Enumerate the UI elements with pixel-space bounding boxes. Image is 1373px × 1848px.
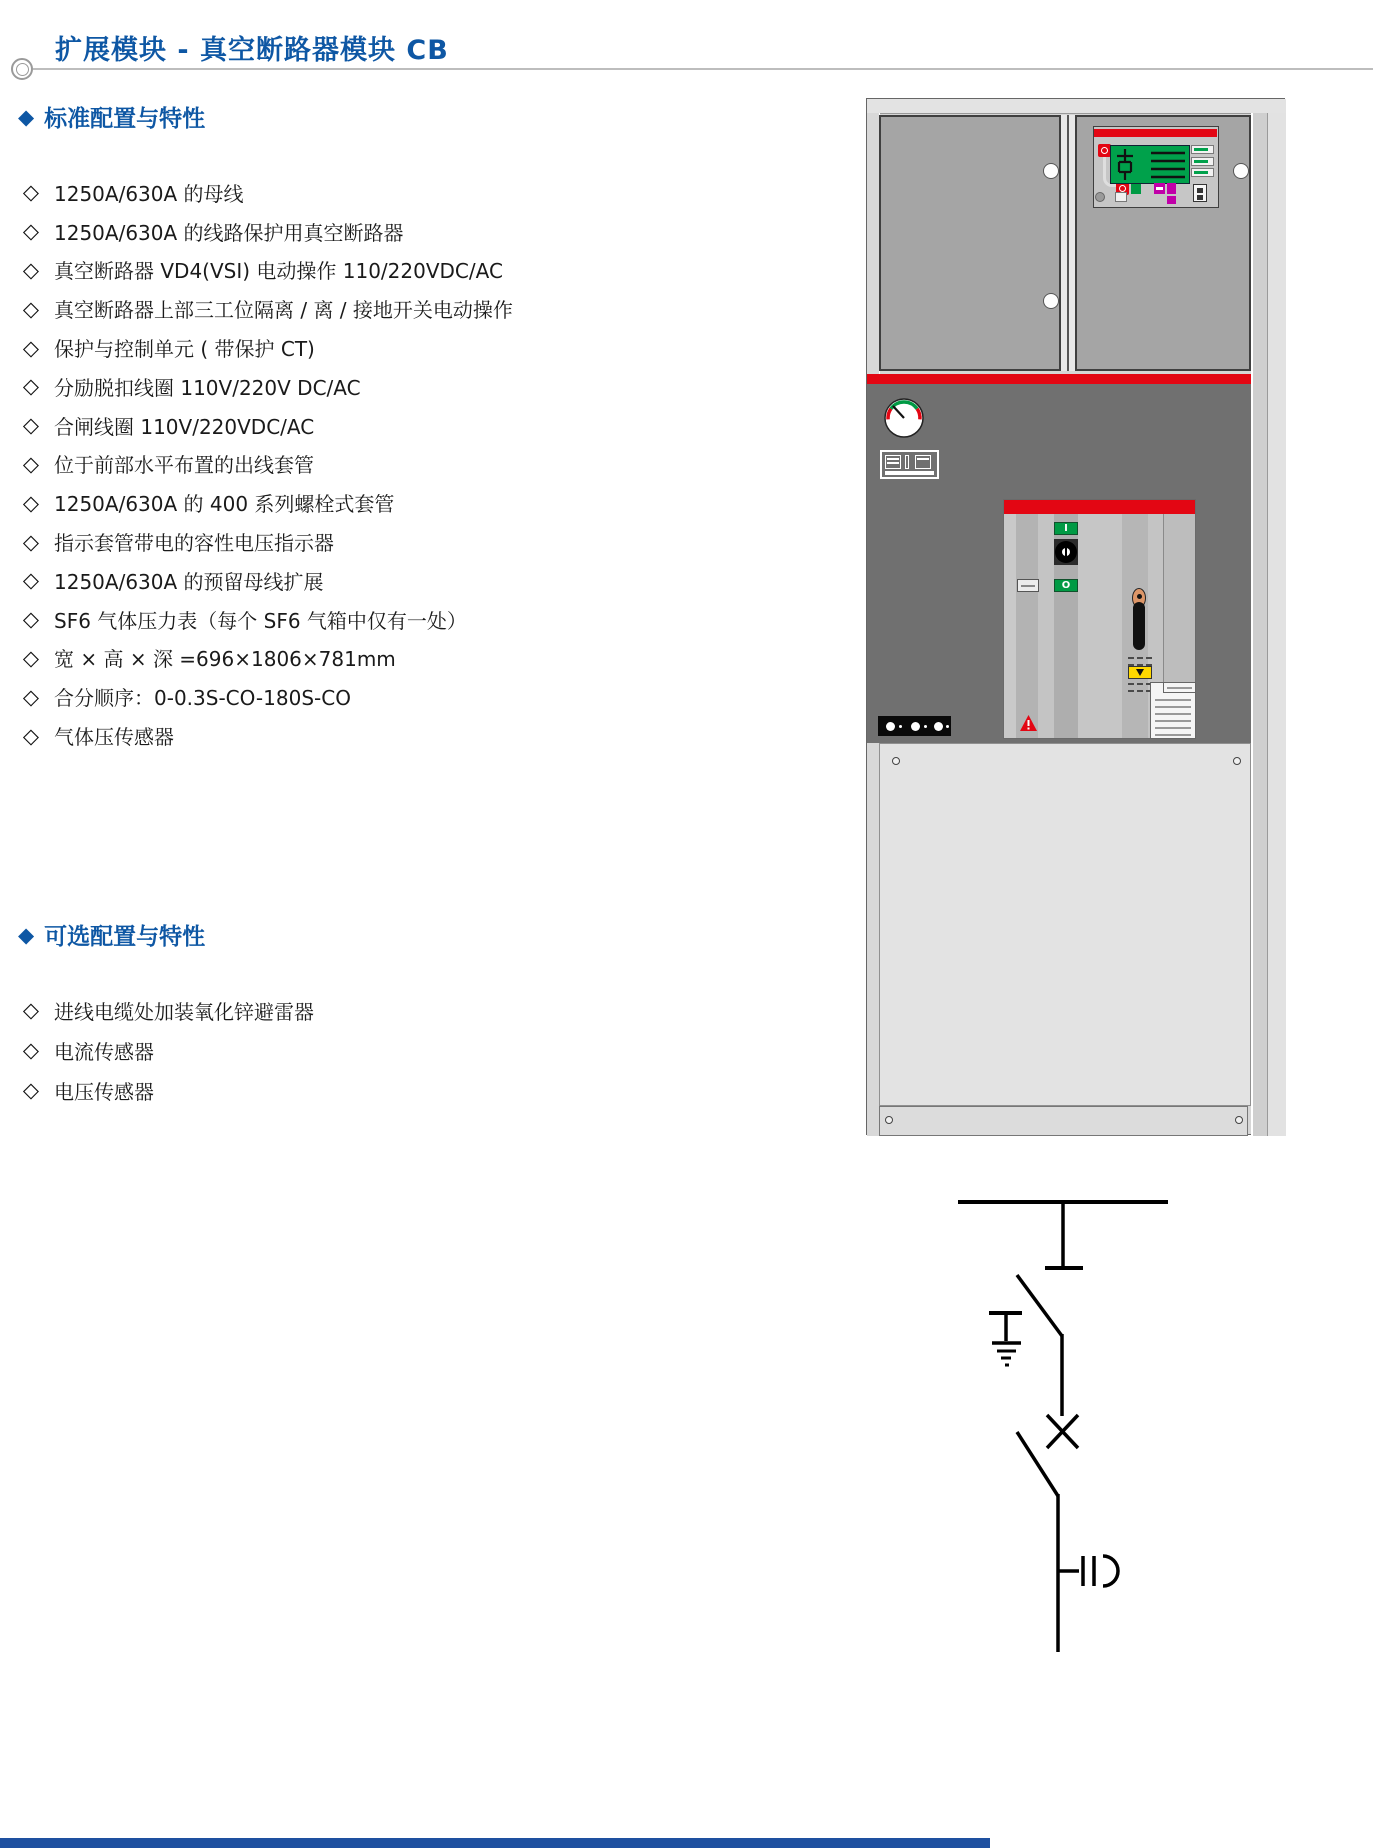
feature-item <box>18 990 314 1030</box>
plinth <box>879 1106 1248 1136</box>
feature-item <box>18 600 513 639</box>
mimic-display <box>1110 145 1190 184</box>
relay-white-key <box>1115 192 1127 202</box>
disconnector-blade <box>1017 1275 1062 1336</box>
diamond-filled-icon: ◆ <box>18 922 35 947</box>
feature-item <box>18 289 513 328</box>
relay-purple-key <box>1167 196 1176 204</box>
diamond-outline-icon: ◇ <box>22 413 40 438</box>
feature-item <box>18 367 513 406</box>
feature-item <box>18 328 513 367</box>
page-title: 扩展模块 - 真空断路器模块 CB <box>55 35 449 66</box>
diamond-outline-icon: ◇ <box>22 374 40 399</box>
feature-item <box>18 483 513 522</box>
led-indicator <box>1191 157 1214 166</box>
optional-features-list <box>18 990 314 1110</box>
title-underline <box>33 68 1373 70</box>
label-text-lines <box>1128 683 1152 692</box>
close-button: I <box>1054 522 1078 535</box>
feature-item <box>18 406 513 445</box>
feature-text: SF6 气体压力表（每个 SF6 气箱中仅有一处） <box>54 608 467 633</box>
feature-item <box>18 1070 314 1110</box>
operation-knob <box>1055 541 1077 563</box>
screw-icon <box>885 1116 893 1124</box>
diamond-outline-icon: ◇ <box>22 490 40 515</box>
interlock-slot <box>1017 579 1039 592</box>
warning-triangle-icon <box>1019 714 1038 732</box>
relay-purple-key <box>1154 183 1165 194</box>
diamond-outline-icon: ◇ <box>22 529 40 554</box>
open-button: O <box>1054 579 1078 592</box>
led-indicator <box>1191 168 1214 177</box>
feature-text: 分励脱扣线圈 110V/220V DC/AC <box>54 375 361 400</box>
sf6-pressure-gauge <box>882 396 926 440</box>
door-knob <box>1233 163 1249 179</box>
screw-icon <box>1235 1116 1243 1124</box>
feature-text: 进线电缆处加装氧化锌避雷器 <box>54 999 314 1024</box>
diamond-outline-icon: ◇ <box>22 645 40 670</box>
relay-connector <box>1193 184 1207 202</box>
left-door <box>879 115 1061 371</box>
relay-red-bar <box>1094 129 1217 137</box>
protection-relay <box>1093 126 1219 208</box>
corner-rings-inner-icon <box>16 63 29 76</box>
diamond-outline-icon: ◇ <box>22 219 40 244</box>
feature-text: 气体压传感器 <box>54 725 174 750</box>
feature-text: 1250A/630A 的预留母线扩展 <box>54 569 324 594</box>
feature-text: 1250A/630A 的 400 系列螺栓式套管 <box>54 492 395 517</box>
switchgear-figure <box>866 98 1285 1135</box>
feature-item <box>18 1030 314 1070</box>
diamond-outline-icon: ◇ <box>22 607 40 632</box>
screw-icon <box>892 757 900 765</box>
feature-text: 真空断路器 VD4(VSI) 电动操作 110/220VDC/AC <box>54 259 503 284</box>
feature-item <box>18 445 513 484</box>
panel-divider <box>1061 115 1075 371</box>
diamond-outline-icon: ◇ <box>22 723 40 748</box>
lower-door <box>879 743 1251 1106</box>
feature-item <box>18 522 513 561</box>
diamond-outline-icon: ◇ <box>22 998 40 1022</box>
diamond-outline-icon: ◇ <box>22 568 40 593</box>
yellow-caution-label <box>1128 666 1152 679</box>
feature-text: 合闸线圈 110V/220VDC/AC <box>54 414 315 439</box>
diamond-outline-icon: ◇ <box>22 451 40 476</box>
led-indicator <box>1191 145 1214 154</box>
feature-text: 位于前部水平布置的出线套管 <box>54 453 314 478</box>
door-knob <box>1043 293 1059 309</box>
feature-text: 合分顺序：0-0.3S-CO-180S-CO <box>54 686 351 711</box>
diamond-outline-icon: ◇ <box>22 296 40 321</box>
vent-strip <box>878 716 951 736</box>
standard-features-list <box>18 173 513 755</box>
right-side-panel-outer <box>1267 113 1286 1136</box>
section-standard-heading <box>18 100 205 133</box>
cabinet-top-cap <box>867 99 1286 114</box>
feature-item <box>18 561 513 600</box>
breaker-mechanism <box>1003 499 1196 739</box>
single-line-diagram <box>950 1195 1180 1660</box>
mimic-circuit-icon <box>1111 146 1189 183</box>
feature-text: 宽 × 高 × 深 =696×1806×781mm <box>54 647 396 672</box>
feature-text: 真空断路器上部三工位隔离 / 离 / 接地开关电动操作 <box>54 298 513 323</box>
rating-nameplate <box>880 450 939 479</box>
section-optional-heading <box>18 918 205 951</box>
screw-icon <box>1233 757 1241 765</box>
relay-gray-button <box>1095 192 1105 202</box>
louver-panel <box>1150 682 1196 739</box>
label-text-lines <box>1128 657 1152 666</box>
diamond-outline-icon: ◇ <box>22 180 40 205</box>
feature-item <box>18 716 513 755</box>
feature-text: 指示套管带电的容性电压指示器 <box>54 531 334 556</box>
diamond-outline-icon: ◇ <box>22 257 40 282</box>
feature-item <box>18 212 513 251</box>
feature-text: 电压传感器 <box>54 1079 154 1104</box>
feature-item <box>18 639 513 678</box>
footer-bar <box>0 1838 990 1848</box>
feature-text: 1250A/630A 的母线 <box>54 181 244 206</box>
diamond-outline-icon: ◇ <box>22 1078 40 1102</box>
feature-item <box>18 173 513 212</box>
mechanism-red-bar <box>1004 500 1195 514</box>
section-optional-heading-text: 可选配置与特性 <box>44 924 206 950</box>
feature-item <box>18 251 513 290</box>
section-standard-heading-text: 标准配置与特性 <box>44 106 206 132</box>
operating-handle <box>1133 602 1145 650</box>
feature-text: 1250A/630A 的线路保护用真空断路器 <box>54 220 404 245</box>
right-side-panel <box>1251 113 1267 1136</box>
feature-text: 保护与控制单元 ( 带保护 CT) <box>54 337 315 362</box>
red-accent-bar <box>867 374 1251 384</box>
diamond-outline-icon: ◇ <box>22 684 40 709</box>
door-knob <box>1043 163 1059 179</box>
relay-purple-key <box>1167 183 1176 194</box>
diamond-outline-icon: ◇ <box>22 335 40 360</box>
feature-item <box>18 677 513 716</box>
diamond-outline-icon: ◇ <box>22 1038 40 1062</box>
feature-text: 电流传感器 <box>54 1039 154 1064</box>
diamond-filled-icon: ◆ <box>18 104 35 129</box>
